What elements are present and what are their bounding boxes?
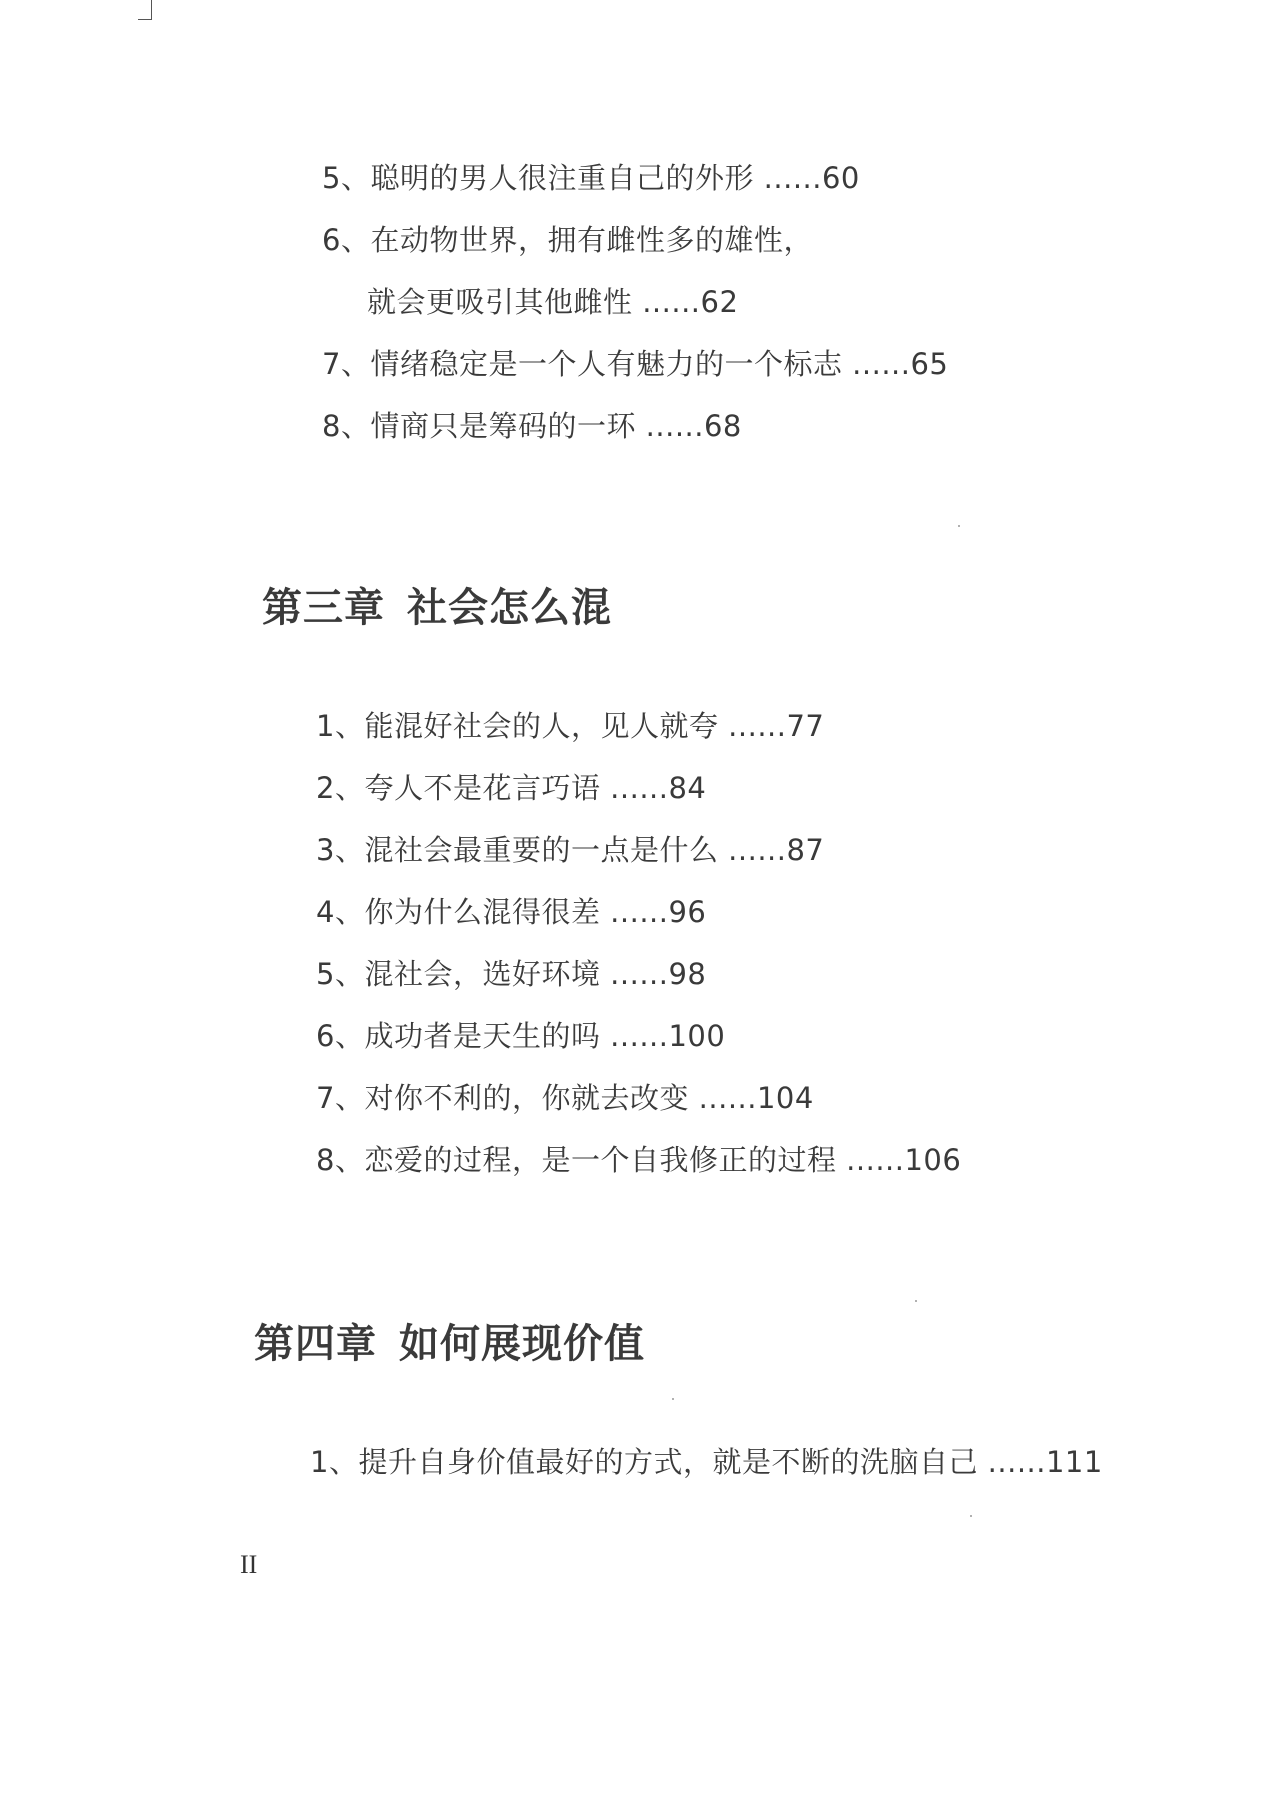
toc-item: 7、对你不利的，你就去改变 ......104 — [316, 1081, 814, 1115]
chapter-heading — [254, 1318, 645, 1370]
toc-item: 8、恋爱的过程，是一个自我修正的过程 ......106 — [316, 1143, 962, 1177]
chapter-title: 如何展现价值 — [399, 1321, 645, 1367]
scan-speck — [915, 1300, 917, 1302]
toc-item: 6、在动物世界，拥有雌性多的雄性， — [322, 223, 813, 257]
chapter-number: 第四章 — [254, 1321, 377, 1367]
toc-item: 5、混社会，选好环境 ......98 — [316, 957, 707, 991]
scan-speck — [672, 1398, 674, 1400]
toc-item: 4、你为什么混得很差 ......96 — [316, 895, 707, 929]
crop-mark — [138, 0, 152, 20]
toc-item-continuation: 就会更吸引其他雌性 ......62 — [367, 285, 739, 319]
toc-item: 8、情商只是筹码的一环 ......68 — [322, 409, 742, 443]
toc-item: 3、混社会最重要的一点是什么 ......87 — [316, 833, 825, 867]
toc-item: 7、情绪稳定是一个人有魅力的一个标志 ......65 — [322, 347, 949, 381]
scan-speck — [958, 525, 960, 527]
page-number: II — [240, 1550, 258, 1579]
toc-item: 6、成功者是天生的吗 ......100 — [316, 1019, 726, 1053]
chapter-heading — [262, 582, 612, 634]
toc-item: 5、聪明的男人很注重自己的外形 ......60 — [322, 161, 860, 195]
toc-item: 1、能混好社会的人，见人就夸 ......77 — [316, 709, 825, 743]
toc-item: 1、提升自身价值最好的方式，就是不断的洗脑自己 ......111 — [310, 1445, 1103, 1479]
chapter-title: 社会怎么混 — [407, 585, 612, 631]
scan-speck — [970, 1515, 972, 1517]
chapter-number: 第三章 — [262, 585, 385, 631]
toc-item: 2、夸人不是花言巧语 ......84 — [316, 771, 707, 805]
